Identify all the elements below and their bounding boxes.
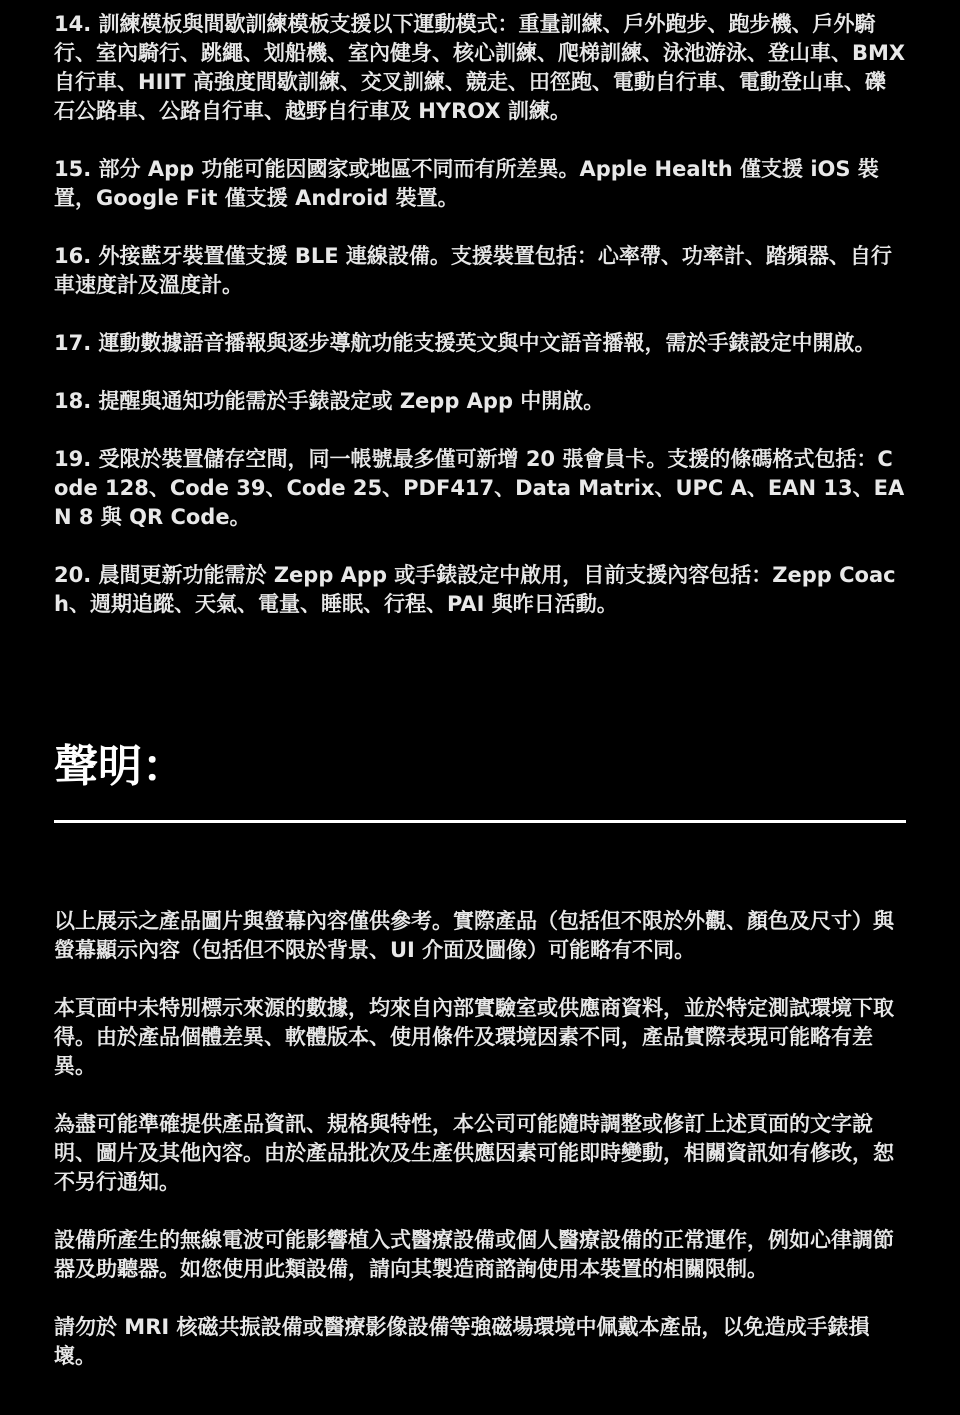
disclaimer-paragraph-data-source: 本頁面中未特別標示來源的數據，均來自內部實驗室或供應商資料，並於特定測試環境下取得。由於產品個體差異、軟體版本、使用條件及環境因素不同，產品實際表現可能略有差異。: [54, 996, 894, 1078]
footnote-18: 18. 提醒與通知功能需於手錶設定或 Zepp App 中開啟。: [54, 389, 605, 413]
section-divider: [54, 820, 906, 823]
disclaimer-title: 聲明：: [54, 741, 186, 792]
disclaimer-paragraph-medical-devices: 設備所產生的無線電波可能影響植入式醫療設備或個人醫療設備的正常運作，例如心律調節器及助聽器。如您使用此類設備，請向其製造商諮詢使用本裝置的相關限制。: [54, 1228, 894, 1281]
footnote-20: 20. 晨間更新功能需於 Zepp App 或手錶設定中啟用，目前支援內容包括：Zepp Coach、週期追蹤、天氣、電量、睡眠、行程、PAI 與昨日活動。: [54, 563, 896, 616]
footnote-17: 17. 運動數據語音播報與逐步導航功能支援英文與中文語音播報，需於手錶設定中開啟。: [54, 331, 876, 355]
disclaimer-body: [54, 907, 906, 1400]
disclaimer-paragraph-images: 以上展示之產品圖片與螢幕內容僅供參考。實際產品（包括但不限於外觀、顏色及尺寸）與螢幕顯示內容（包括但不限於背景、UI 介面及圖像）可能略有不同。: [54, 909, 894, 962]
footnote-15: 15. 部分 App 功能可能因國家或地區不同而有所差異。Apple Health 僅支援 iOS 裝置，Google Fit 僅支援 Android 裝置。: [54, 157, 879, 210]
footnotes-list: [54, 10, 906, 648]
disclaimer-paragraph-revisions: 為盡可能準確提供產品資訊、規格與特性，本公司可能隨時調整或修訂上述頁面的文字說明、圖片及其他內容。由於產品批次及生產供應因素可能即時變動，相關資訊如有修改，恕不另行通知。: [54, 1112, 894, 1194]
footnote-16: 16. 外接藍牙裝置僅支援 BLE 連線設備。支援裝置包括：心率帶、功率計、踏頻器、自行車速度計及溫度計。: [54, 244, 892, 297]
disclaimer-paragraph-mri: 請勿於 MRI 核磁共振設備或醫療影像設備等強磁場環境中佩戴本產品，以免造成手錶損壞。: [54, 1315, 870, 1368]
footnote-14: 14. 訓練模板與間歇訓練模板支援以下運動模式：重量訓練、戶外跑步、跑步機、戶外騎行、室內騎行、跳繩、划船機、室內健身、核心訓練、爬梯訓練、泳池游泳、登山車、BMX 自行車、HIIT 高強度間歇訓練、交叉訓練、競走、田徑跑、電動自行車、電動登山車、礫石公路車、公路自行車、越野自行車及 HYROX 訓練。: [54, 12, 906, 123]
footnote-19: 19. 受限於裝置儲存空間，同一帳號最多僅可新增 20 張會員卡。支援的條碼格式包括：Code 128、Code 39、Code 25、PDF417、Data Matrix、UPC A、EAN 13、EAN 8 與 QR Code。: [54, 447, 905, 529]
